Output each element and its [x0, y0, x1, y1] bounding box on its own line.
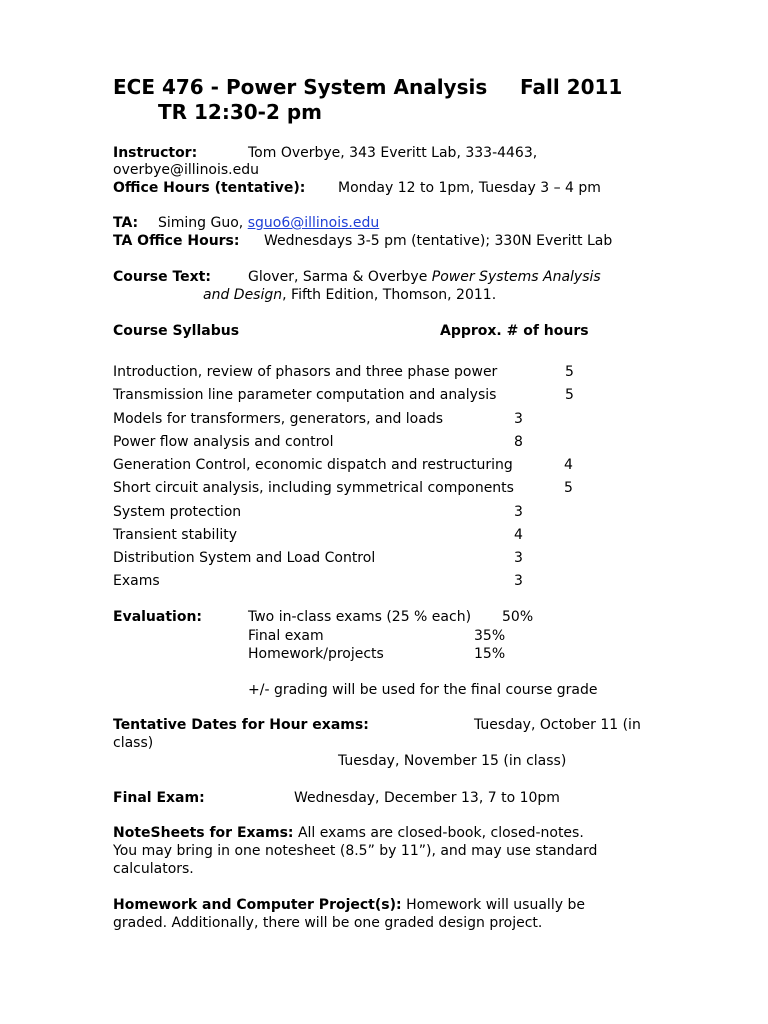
syllabus-topic: System protection: [113, 504, 242, 520]
hour-exam-date-2: Tuesday, November 15 (in class): [338, 753, 567, 769]
ta-email-link[interactable]: sguo6@illinois.edu: [247, 215, 380, 231]
syllabus-hours: 5: [564, 480, 573, 496]
syllabus-hours: 8: [514, 434, 523, 450]
syllabus-topic: Introduction, review of phasors and three phase power: [113, 364, 498, 380]
syllabus-topic: Transmission line parameter computation and analysis: [113, 387, 497, 403]
ta-label: TA:: [113, 215, 139, 231]
instructor-label: Instructor:: [113, 145, 198, 161]
course-text-label: Course Text:: [113, 269, 211, 285]
evaluation-label: Evaluation:: [113, 609, 203, 625]
syllabus-hours: 4: [514, 527, 523, 543]
hour-exam-date-1: Tuesday, October 11 (in: [474, 717, 641, 733]
notesheets-line-2: You may bring in one notesheet (8.5” by 11”), and may use standard: [113, 843, 598, 859]
notesheets-text-1: All exams are closed-book, closed-notes.: [297, 825, 584, 841]
syllabus-topic: Exams: [113, 573, 160, 589]
course-text-authors: Glover, Sarma & Overbye: [248, 269, 428, 285]
instructor-email: overbye@illinois.edu: [113, 162, 260, 178]
syllabus-hours: 5: [565, 387, 574, 403]
syllabus-hours: 3: [514, 411, 523, 427]
syllabus-hours: 3: [514, 550, 523, 566]
grading-note: +/- grading will be used for the final course grade: [248, 682, 598, 698]
syllabus-topic: Power flow analysis and control: [113, 434, 334, 450]
evaluation-item: Final exam: [248, 628, 324, 644]
syllabus-hours: 3: [514, 573, 523, 589]
course-time: TR 12:30-2 pm: [158, 100, 323, 124]
office-hours-label: Office Hours (tentative):: [113, 180, 306, 196]
notesheets-line-1: [113, 825, 584, 842]
notesheets-line-3: calculators.: [113, 861, 194, 877]
evaluation-pct: 35%: [474, 628, 506, 644]
syllabus-hours: 4: [564, 457, 573, 473]
evaluation-pct: 50%: [502, 609, 534, 625]
ta-office-hours-label: TA Office Hours:: [113, 233, 240, 249]
ta-name: [158, 215, 379, 232]
ta-office-hours-value: Wednesdays 3-5 pm (tentative); 330N Everitt Lab: [264, 233, 613, 249]
final-exam-label: Final Exam:: [113, 790, 205, 806]
homework-line-2: graded. Additionally, there will be one graded design project.: [113, 915, 543, 931]
instructor-details: Tom Overbye, 343 Everitt Lab, 333-4463,: [248, 145, 538, 161]
course-term: Fall 2011: [520, 75, 623, 99]
notesheets-label: NoteSheets for Exams:: [113, 825, 294, 841]
syllabus-header: Course Syllabus: [113, 323, 240, 339]
syllabus-topic: Distribution System and Load Control: [113, 550, 376, 566]
ta-name-text: Siming Guo,: [158, 215, 244, 231]
course-text-line1: [248, 269, 601, 286]
hour-exam-date-1-cont: class): [113, 735, 154, 751]
course-text-line2: [203, 287, 496, 304]
evaluation-item: Two in-class exams (25 % each): [248, 609, 472, 625]
syllabus-topic: Models for transformers, generators, and loads: [113, 411, 444, 427]
homework-label: Homework and Computer Project(s):: [113, 897, 402, 913]
evaluation-pct: 15%: [474, 646, 506, 662]
office-hours-value: Monday 12 to 1pm, Tuesday 3 – 4 pm: [338, 180, 601, 196]
course-text-title-cont: and Design: [203, 287, 283, 303]
syllabus-topic: Transient stability: [113, 527, 238, 543]
evaluation-item: Homework/projects: [248, 646, 384, 662]
homework-line-1: [113, 897, 585, 914]
syllabus-hours-header: Approx. # of hours: [440, 323, 589, 339]
course-text-title: Power Systems Analysis: [431, 269, 601, 285]
course-title: ECE 476 - Power System Analysis: [113, 75, 488, 99]
syllabus-hours: 3: [514, 504, 523, 520]
hour-exams-label: Tentative Dates for Hour exams:: [113, 717, 369, 733]
syllabus-topic: Short circuit analysis, including symmetrical components: [113, 480, 514, 496]
syllabus-hours: 5: [565, 364, 574, 380]
course-text-edition: , Fifth Edition, Thomson, 2011.: [282, 287, 497, 303]
homework-text-1: Homework will usually be: [406, 897, 585, 913]
syllabus-topic: Generation Control, economic dispatch and restructuring: [113, 457, 513, 473]
final-exam-date: Wednesday, December 13, 7 to 10pm: [294, 790, 560, 806]
